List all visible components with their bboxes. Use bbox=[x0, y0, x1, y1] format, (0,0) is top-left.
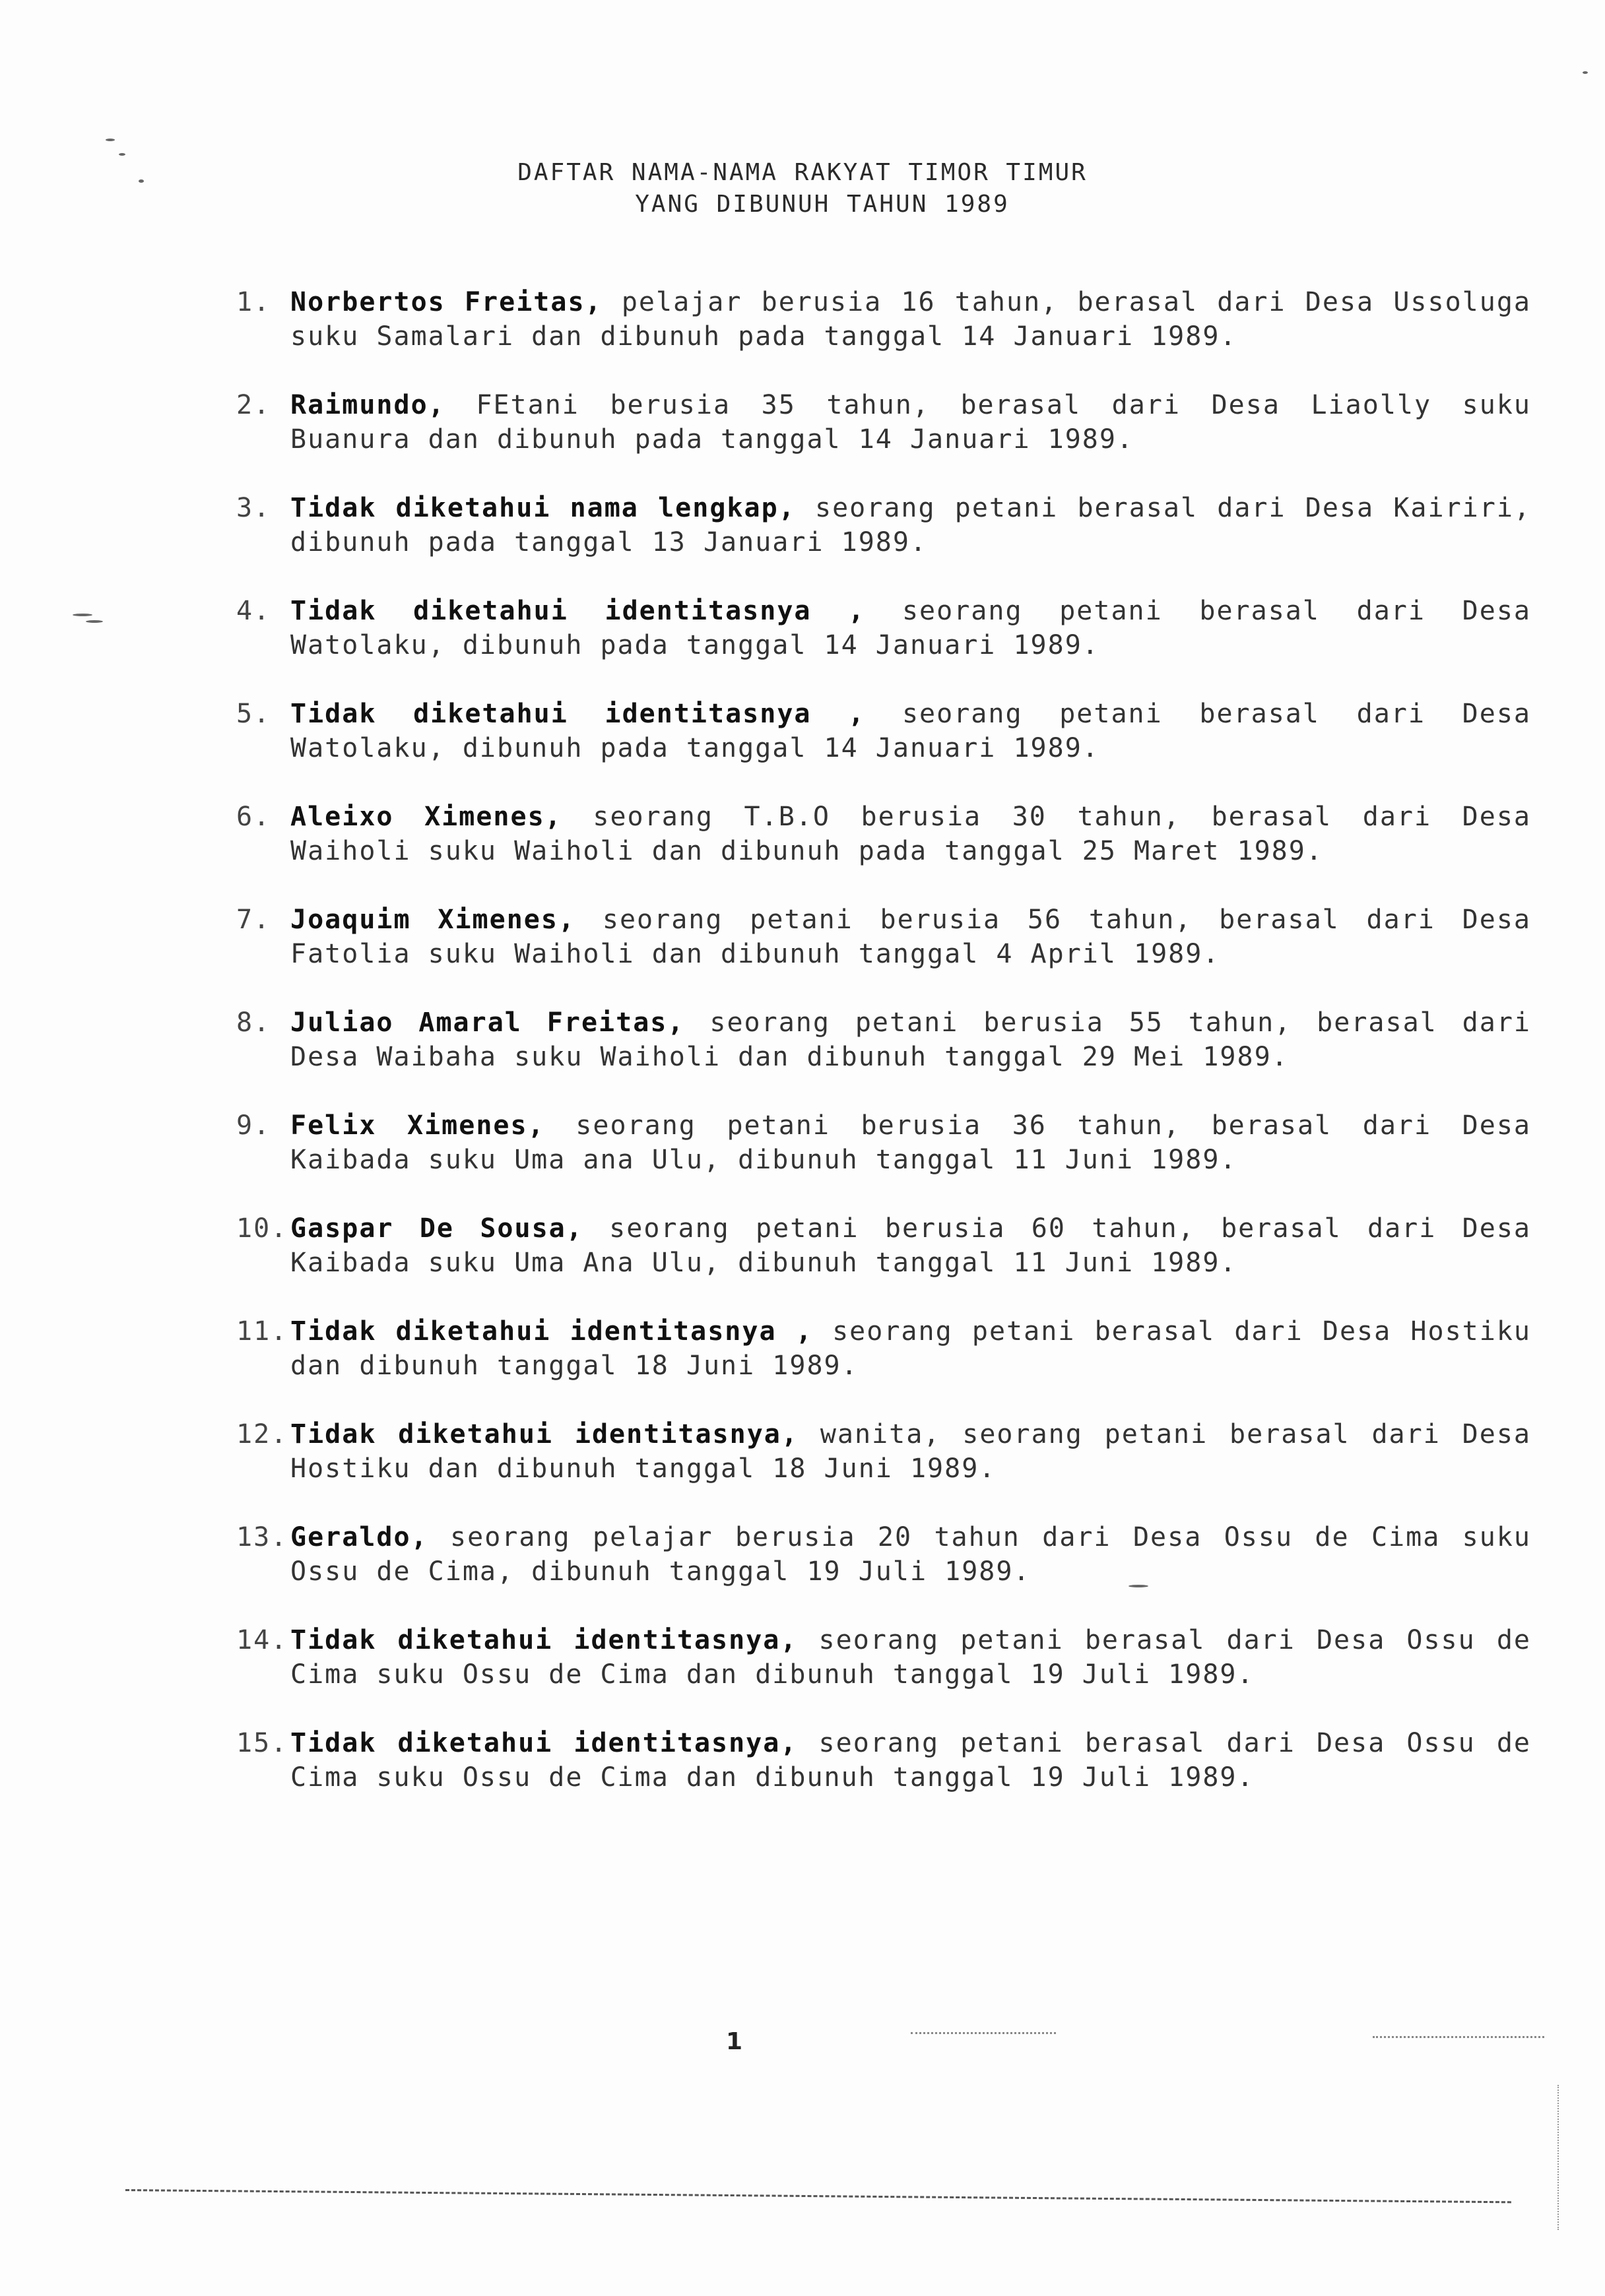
item-name: Geraldo, bbox=[290, 1522, 428, 1552]
item-description: seorang petani berusia 60 tahun, berasal dari Desa Kaibada suku Uma Ana Ulu, dibunuh tanggal 11 Juni 1989. bbox=[290, 1213, 1531, 1278]
item-description: seorang petani berusia 36 tahun, berasal dari Desa Kaibada suku Uma ana Ulu, dibunuh tanggal 11 Juni 1989. bbox=[290, 1110, 1531, 1175]
item-description: seorang pelajar berusia 20 tahun dari Desa Ossu de Cima suku Ossu de Cima, dibunuh tanggal 19 Juli 1989. bbox=[290, 1522, 1531, 1587]
document-title bbox=[0, 157, 1605, 220]
item-number: 14. bbox=[236, 1625, 288, 1655]
item-name: Tidak diketahui identitasnya, bbox=[290, 1728, 798, 1758]
list-item bbox=[205, 697, 1531, 765]
scan-edge-mark bbox=[1557, 2085, 1559, 2230]
list-item bbox=[205, 800, 1531, 868]
item-number: 9. bbox=[236, 1110, 271, 1141]
item-description: seorang petani berusia 55 tahun, berasal dari Desa Waibaha suku Waiholi dan dibunuh tanggal 29 Mei 1989. bbox=[290, 1007, 1531, 1072]
scan-noise bbox=[1373, 2036, 1544, 2038]
item-description: seorang T.B.O berusia 30 tahun, berasal dari Desa Waiholi suku Waiholi dan dibunuh pada tanggal 25 Maret 1989. bbox=[290, 802, 1531, 866]
title-line-2: YANG DIBUNUH TAHUN 1989 bbox=[635, 191, 1010, 218]
item-description: pelajar berusia 16 tahun, berasal dari Desa Ussoluga suku Samalari dan dibunuh pada tanggal 14 Januari 1989. bbox=[290, 287, 1531, 352]
list-item bbox=[205, 285, 1531, 354]
scan-speck bbox=[106, 139, 115, 141]
item-description: seorang petani berasal dari Desa Watolaku, dibunuh pada tanggal 14 Januari 1989. bbox=[290, 699, 1531, 763]
item-number: 8. bbox=[236, 1007, 271, 1038]
item-name: Tidak diketahui identitasnya , bbox=[290, 699, 866, 729]
list-item bbox=[205, 1005, 1531, 1074]
item-number: 10. bbox=[236, 1213, 288, 1244]
item-description: seorang petani berasal dari Desa Hostiku dan dibunuh tanggal 18 Juni 1989. bbox=[290, 1316, 1532, 1381]
item-description: seorang petani berasal dari Desa Kairiri, dibunuh pada tanggal 13 Januari 1989. bbox=[290, 493, 1531, 558]
item-number: 12. bbox=[236, 1419, 288, 1450]
list-item bbox=[205, 1211, 1531, 1280]
item-name: Gaspar De Sousa, bbox=[290, 1213, 583, 1244]
list-item bbox=[205, 491, 1531, 559]
item-description: wanita, seorang petani berasal dari Desa Hostiku dan dibunuh tanggal 18 Juni 1989. bbox=[290, 1419, 1531, 1484]
victim-list bbox=[205, 285, 1531, 1829]
item-number: 1. bbox=[236, 287, 271, 317]
scan-speck bbox=[119, 153, 125, 156]
item-description: seorang petani berasal dari Desa Watolaku, dibunuh pada tanggal 14 Januari 1989. bbox=[290, 596, 1531, 660]
item-description: seorang petani berasal dari Desa Ossu de Cima suku Ossu de Cima dan dibunuh tanggal 19 Juli 1989. bbox=[290, 1728, 1531, 1793]
item-description: FEtani berusia 35 tahun, berasal dari Desa Liaolly suku Buanura dan dibunuh pada tanggal 14 Januari 1989. bbox=[290, 390, 1531, 455]
item-number: 11. bbox=[236, 1316, 288, 1347]
item-name: Tidak diketahui identitasnya , bbox=[290, 596, 866, 626]
item-description: seorang petani berusia 56 tahun, berasal dari Desa Fatolia suku Waiholi dan dibunuh tanggal 4 April 1989. bbox=[290, 905, 1532, 969]
item-name: Tidak diketahui identitasnya, bbox=[290, 1625, 798, 1655]
item-number: 5. bbox=[236, 699, 271, 729]
list-item bbox=[205, 1623, 1531, 1692]
title-line-1: DAFTAR NAMA-NAMA RAKYAT TIMOR TIMUR bbox=[517, 159, 1088, 186]
list-item bbox=[205, 1314, 1531, 1383]
item-name: Aleixo Ximenes, bbox=[290, 802, 562, 832]
list-item bbox=[205, 388, 1531, 457]
item-number: 3. bbox=[236, 493, 271, 523]
list-item bbox=[205, 1520, 1531, 1589]
item-number: 4. bbox=[236, 596, 271, 626]
scan-speck bbox=[1583, 71, 1588, 74]
scan-speck bbox=[86, 620, 103, 623]
item-name: Tidak diketahui identitasnya , bbox=[290, 1316, 813, 1347]
list-item bbox=[205, 1726, 1531, 1795]
item-name: Raimundo, bbox=[290, 390, 445, 420]
item-name: Norbertos Freitas, bbox=[290, 287, 603, 317]
item-number: 7. bbox=[236, 905, 271, 935]
item-number: 6. bbox=[236, 802, 271, 832]
list-item bbox=[205, 1108, 1531, 1177]
item-description: seorang petani berasal dari Desa Ossu de Cima suku Ossu de Cima dan dibunuh tanggal 19 Juli 1989. bbox=[290, 1625, 1531, 1690]
item-number: 13. bbox=[236, 1522, 288, 1552]
item-number: 15. bbox=[236, 1728, 288, 1758]
item-name: Felix Ximenes, bbox=[290, 1110, 545, 1141]
item-name: Tidak diketahui identitasnya, bbox=[290, 1419, 799, 1450]
list-item bbox=[205, 903, 1531, 971]
list-item bbox=[205, 1417, 1531, 1486]
list-item bbox=[205, 594, 1531, 662]
page-footer-rule bbox=[125, 2189, 1511, 2203]
item-name: Juliao Amaral Freitas, bbox=[290, 1007, 685, 1038]
item-name: Joaquim Ximenes, bbox=[290, 905, 576, 935]
scan-noise bbox=[911, 2032, 1056, 2034]
page-number: 1 bbox=[726, 2028, 743, 2055]
item-number: 2. bbox=[236, 390, 271, 420]
scan-speck bbox=[73, 614, 92, 616]
item-name: Tidak diketahui nama lengkap, bbox=[290, 493, 796, 523]
